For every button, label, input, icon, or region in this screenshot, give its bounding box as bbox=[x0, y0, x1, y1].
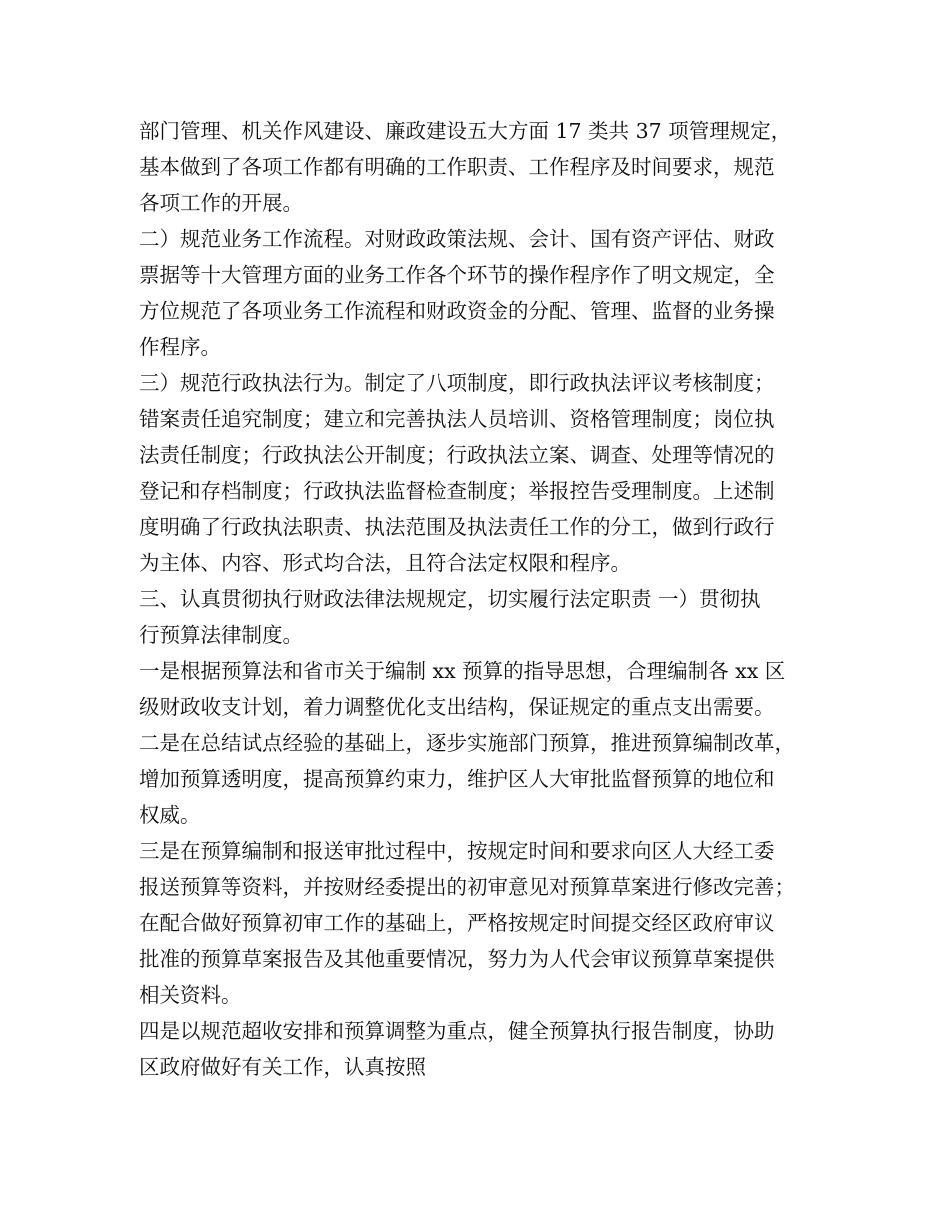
text-line: 基本做到了各项工作都有明确的工作职责、工作程序及时间要求，规范 bbox=[139, 155, 775, 179]
text-line: 为主体、内容、形式均合法，且符合法定权限和程序。 bbox=[139, 551, 631, 575]
text-line: 二是在总结试点经验的基础上，逐步实施部门预算，推进预算编制改革， bbox=[139, 731, 795, 755]
text-line: 登记和存档制度；行政执法监督检查制度；举报控告受理制度。上述制 bbox=[139, 479, 775, 503]
text-line: 级财政收支计划，着力调整优化支出结构，保证规定的重点支出需要。 bbox=[139, 695, 775, 719]
text-line: 作程序。 bbox=[139, 335, 221, 359]
text-line: 部门管理、机关作风建设、廉政建设五大方面 17 类共 37 项管理规定， bbox=[139, 119, 792, 143]
text-line: 报送预算等资料，并按财经委提出的初审意见对预算草案进行修改完善； bbox=[139, 875, 795, 899]
text-line: 二）规范业务工作流程。对财政政策法规、会计、国有资产评估、财政 bbox=[139, 227, 775, 251]
text-line: 三是在预算编制和报送审批过程中，按规定时间和要求向区人大经工委 bbox=[139, 839, 775, 863]
text-line: 三）规范行政执法行为。制定了八项制度，即行政执法评议考核制度； bbox=[139, 371, 775, 395]
text-line: 区政府做好有关工作，认真按照 bbox=[139, 1055, 426, 1079]
text-line: 在配合做好预算初审工作的基础上，严格按规定时间提交经区政府审议 bbox=[139, 911, 775, 935]
text-line: 增加预算透明度，提高预算约束力，维护区人大审批监督预算的地位和 bbox=[139, 767, 775, 791]
document-body bbox=[139, 113, 819, 1085]
text-line: 相关资料。 bbox=[139, 983, 242, 1007]
text-line: 各项工作的开展。 bbox=[139, 191, 303, 215]
text-line: 法责任制度；行政执法公开制度；行政执法立案、调查、处理等情况的 bbox=[139, 443, 775, 467]
text-line: 四是以规范超收安排和预算调整为重点，健全预算执行报告制度，协助 bbox=[139, 1019, 775, 1043]
text-line: 方位规范了各项业务工作流程和财政资金的分配、管理、监督的业务操 bbox=[139, 299, 775, 323]
text-line: 三、认真贯彻执行财政法律法规规定，切实履行法定职责 一）贯彻执 bbox=[139, 587, 761, 611]
text-line: 行预算法律制度。 bbox=[139, 623, 303, 647]
text-line: 批准的预算草案报告及其他重要情况，努力为人代会审议预算草案提供 bbox=[139, 947, 775, 971]
text-line: 票据等十大管理方面的业务工作各个环节的操作程序作了明文规定，全 bbox=[139, 263, 775, 287]
text-line: 错案责任追究制度；建立和完善执法人员培训、资格管理制度；岗位执 bbox=[139, 407, 775, 431]
text-line: 权威。 bbox=[139, 803, 201, 827]
text-line: 度明确了行政执法职责、执法范围及执法责任工作的分工，做到行政行 bbox=[139, 515, 775, 539]
text-line: 一是根据预算法和省市关于编制 xx 预算的指导思想，合理编制各 xx 区 bbox=[139, 659, 786, 683]
